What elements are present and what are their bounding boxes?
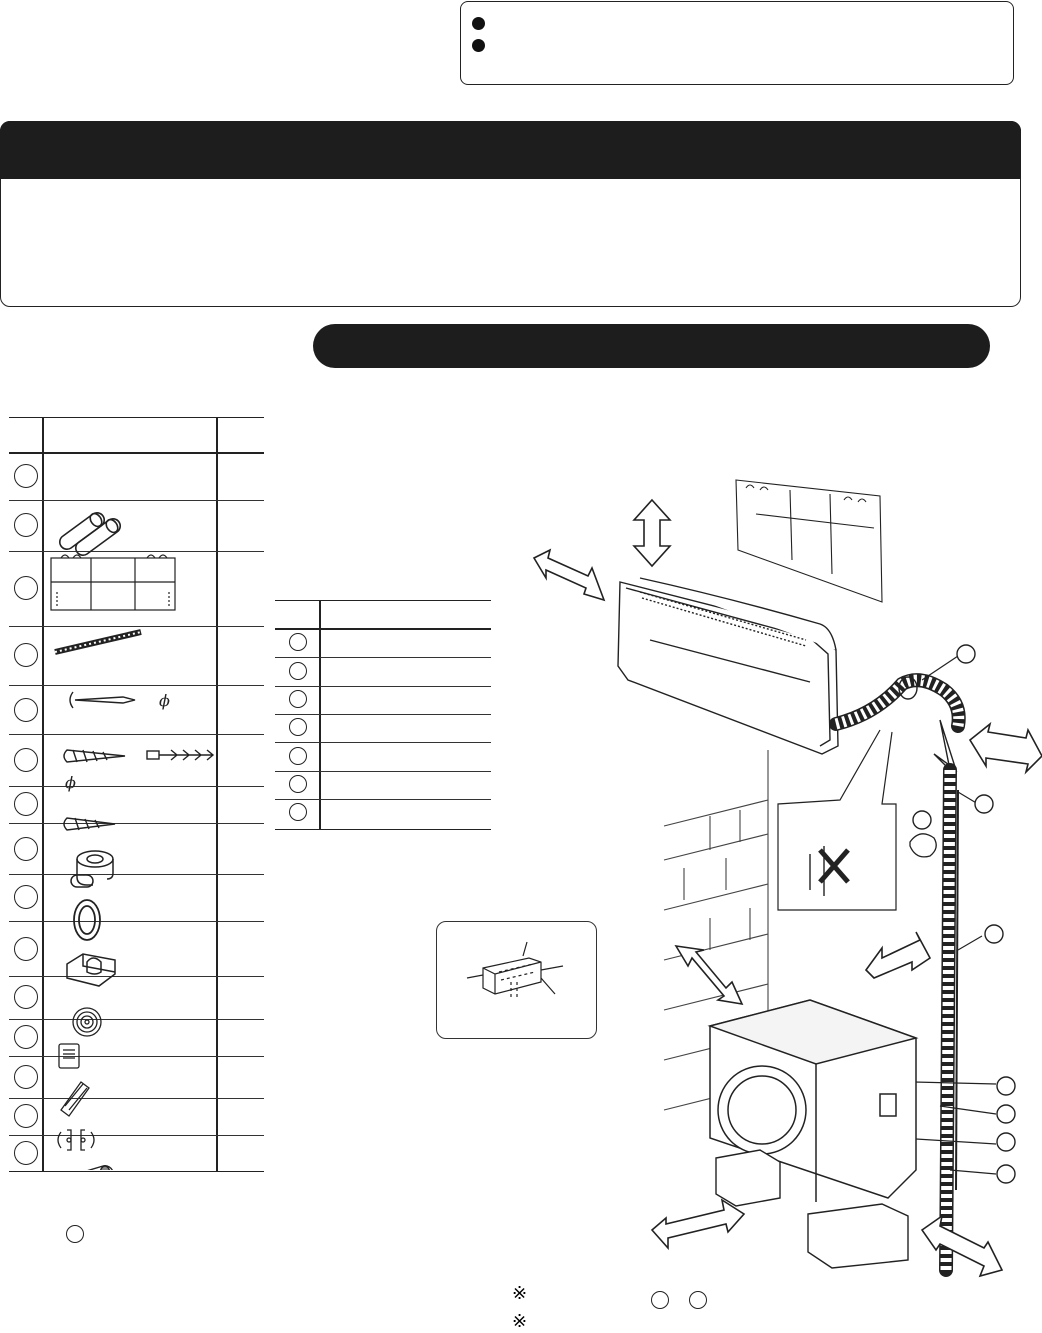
column-divider bbox=[319, 601, 321, 829]
row-number bbox=[289, 803, 307, 821]
svg-text:ϕ: ϕ bbox=[159, 691, 170, 710]
row-rule bbox=[275, 799, 491, 800]
battery-icon bbox=[60, 511, 120, 555]
row-number bbox=[14, 1025, 38, 1049]
row-rule bbox=[275, 771, 491, 772]
row-number bbox=[14, 937, 38, 961]
row-number bbox=[14, 837, 38, 861]
ring-seal-icon bbox=[74, 900, 100, 940]
notice-box bbox=[460, 1, 1014, 85]
accessory-icons bbox=[43, 454, 215, 1170]
plug-icon bbox=[57, 1166, 113, 1170]
note-mark: ※ bbox=[512, 1311, 528, 1331]
installation-diagram bbox=[510, 470, 1042, 1290]
nail-icon bbox=[70, 691, 170, 710]
row-number bbox=[289, 718, 307, 736]
coil-icon bbox=[910, 834, 936, 857]
drain-elbow-icon bbox=[71, 851, 113, 887]
row-number bbox=[14, 513, 38, 537]
filter-strip-icon bbox=[61, 1082, 89, 1116]
svg-text:ϕ: ϕ bbox=[65, 773, 76, 792]
mounting-plate-drawing bbox=[736, 480, 882, 602]
screw-icon bbox=[64, 818, 115, 830]
row-number bbox=[14, 792, 38, 816]
row-number bbox=[14, 1065, 38, 1089]
sub-banner bbox=[313, 324, 990, 368]
up-down-arrow-icon bbox=[634, 500, 670, 566]
header-rule bbox=[275, 628, 491, 630]
row-number bbox=[289, 775, 307, 793]
coil-icon bbox=[73, 1008, 101, 1036]
row-rule bbox=[275, 657, 491, 658]
bullet-icon bbox=[472, 39, 485, 52]
remote-holder-icon bbox=[59, 1044, 79, 1068]
row-rule bbox=[275, 686, 491, 687]
row-number bbox=[14, 885, 38, 909]
row-rule bbox=[275, 742, 491, 743]
mounting-plate-icon bbox=[51, 555, 175, 610]
parts-list-table bbox=[275, 600, 491, 830]
row-number bbox=[14, 748, 38, 772]
screw-anchor-icon bbox=[64, 750, 213, 792]
row-number bbox=[14, 464, 38, 488]
row-number bbox=[289, 662, 307, 680]
note-circle bbox=[651, 1291, 669, 1309]
row-rule bbox=[275, 714, 491, 715]
clips-icon bbox=[58, 1130, 94, 1150]
row-number bbox=[14, 1141, 38, 1165]
clamp-block-icon bbox=[67, 954, 115, 986]
note-circle bbox=[689, 1291, 707, 1309]
column-divider bbox=[216, 418, 218, 1171]
footnote-marker bbox=[66, 1225, 84, 1243]
no-kink-icon bbox=[810, 846, 848, 896]
section-banner bbox=[0, 121, 1021, 179]
row-number bbox=[14, 698, 38, 722]
row-number bbox=[14, 643, 38, 667]
row-number bbox=[14, 1104, 38, 1128]
row-number bbox=[289, 633, 307, 651]
row-number bbox=[289, 747, 307, 765]
indoor-unit-drawing bbox=[618, 578, 838, 754]
note-mark: ※ bbox=[512, 1283, 528, 1303]
accessory-table bbox=[9, 417, 264, 1172]
bullet-icon bbox=[472, 17, 485, 30]
row-number bbox=[289, 690, 307, 708]
row-number bbox=[14, 576, 38, 600]
threaded-rod-icon bbox=[55, 632, 141, 652]
left-right-arrow-icon bbox=[534, 550, 604, 600]
row-number bbox=[14, 985, 38, 1009]
